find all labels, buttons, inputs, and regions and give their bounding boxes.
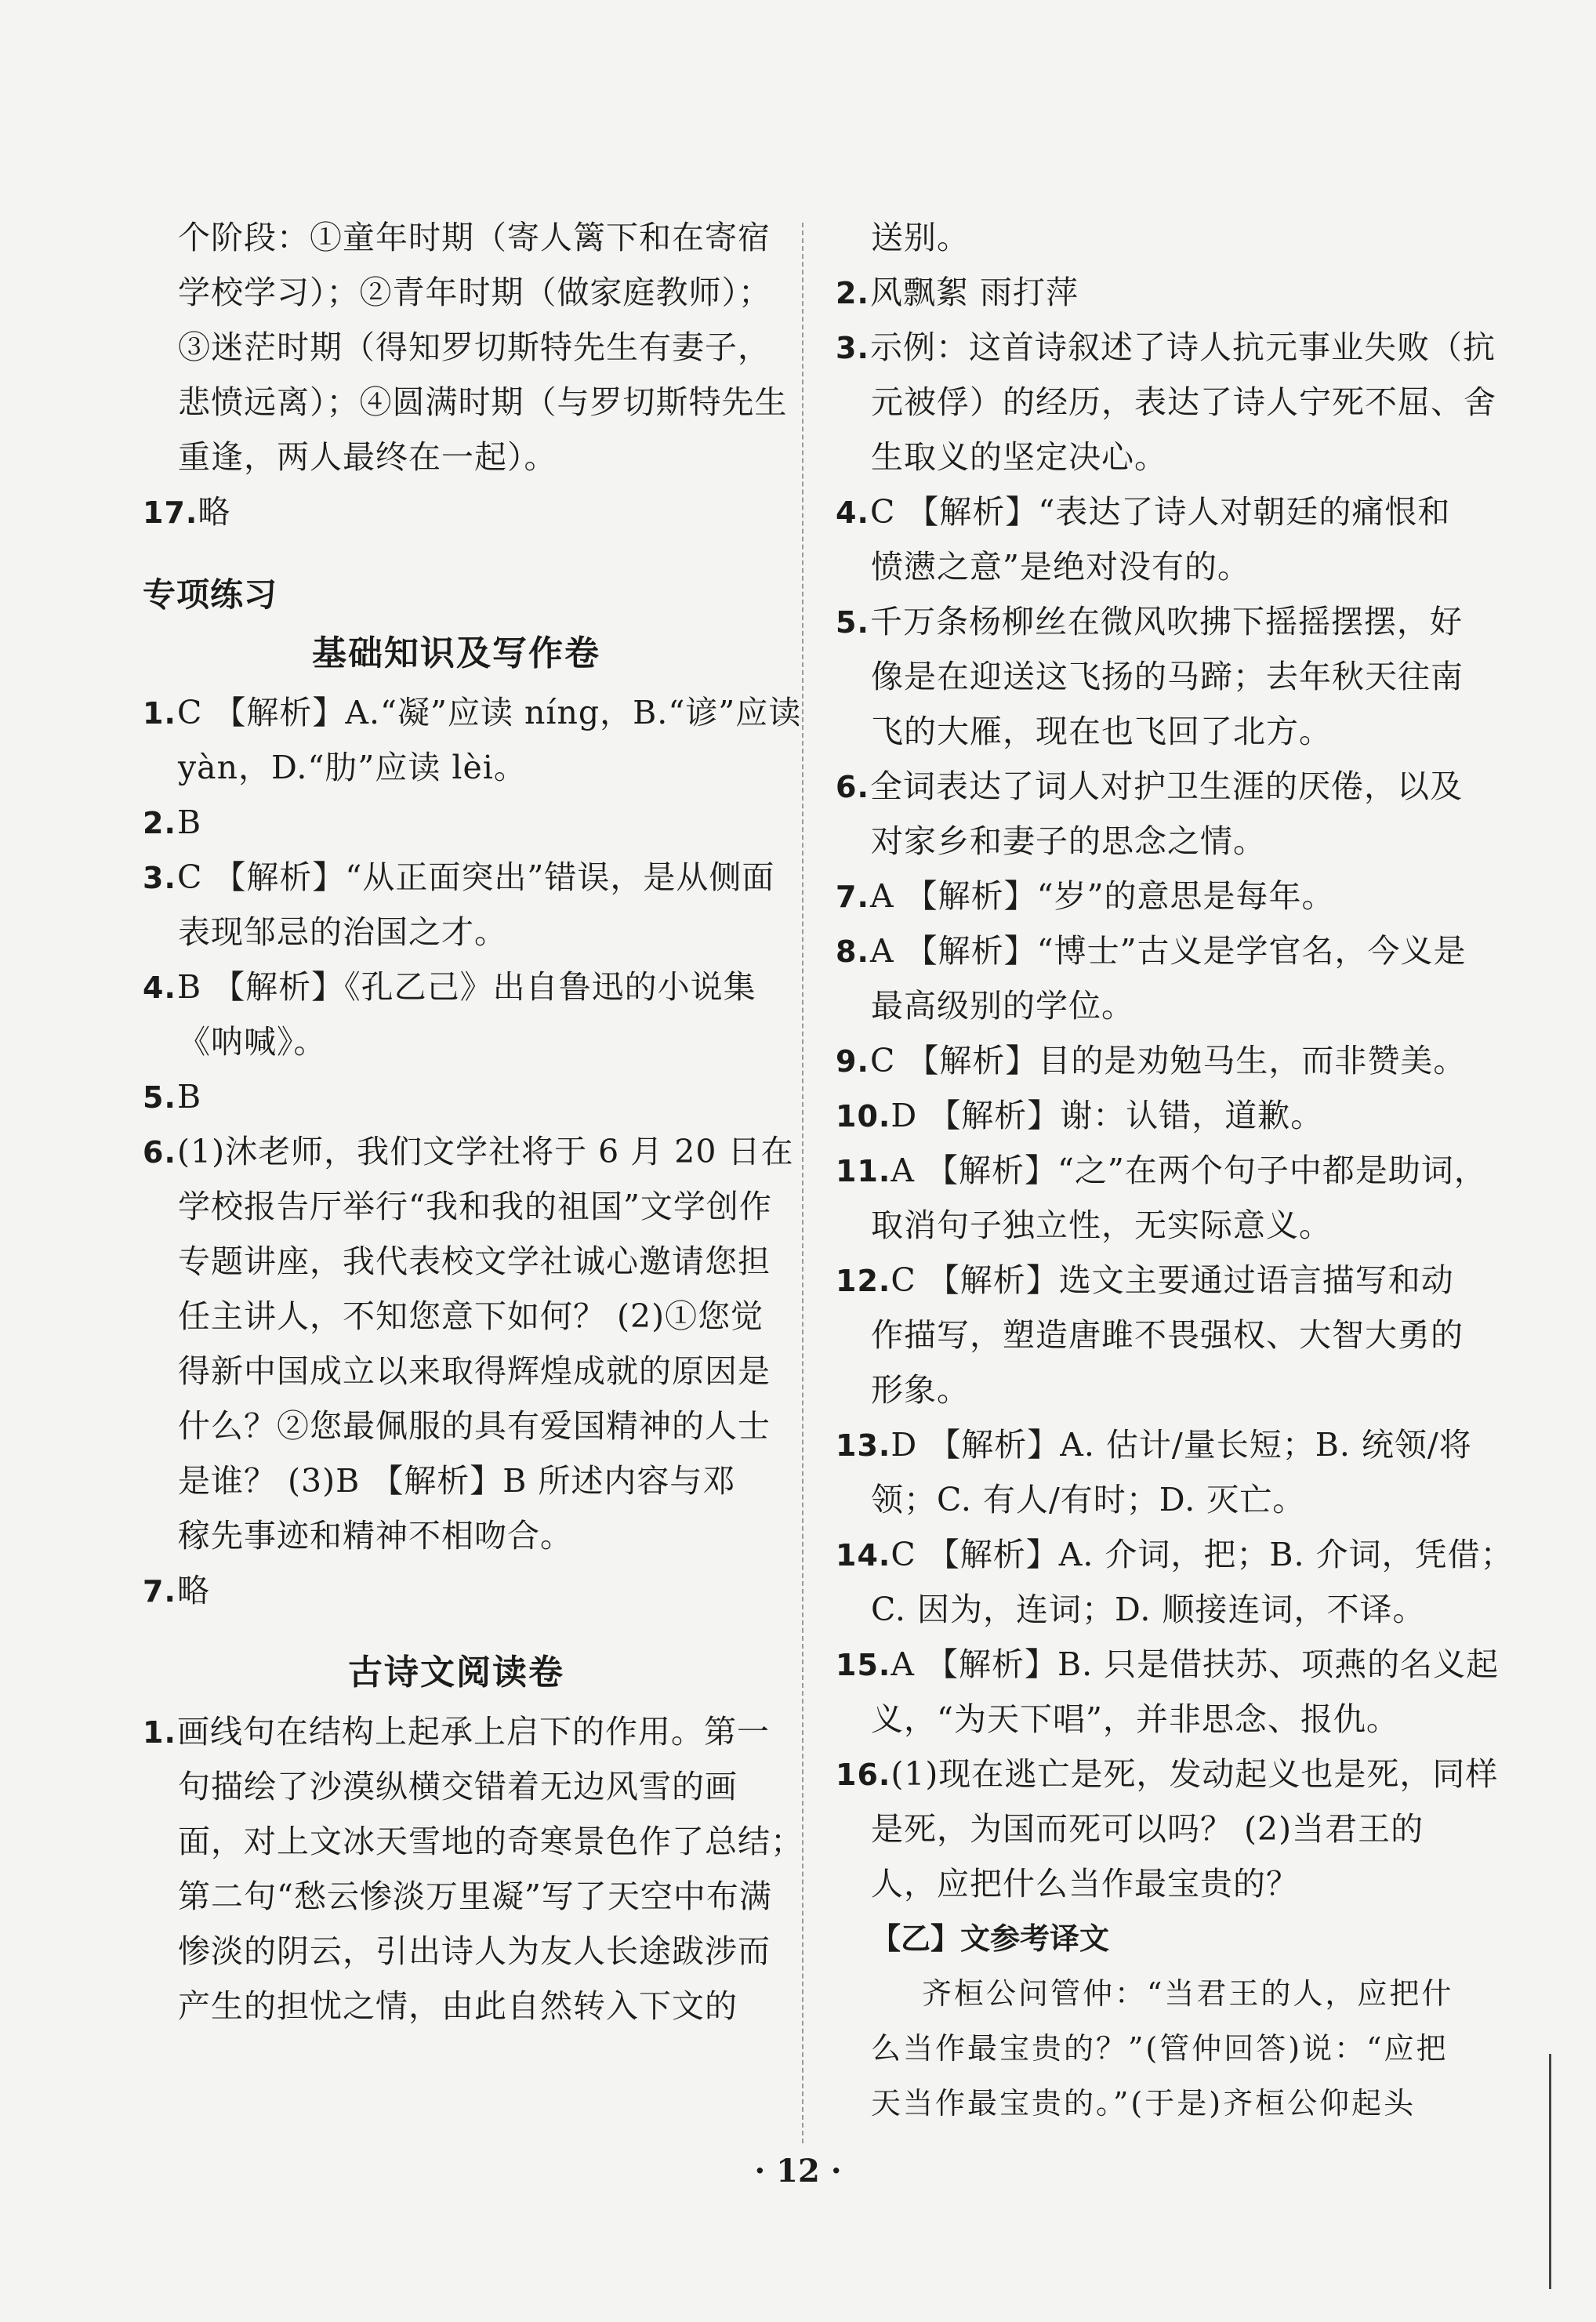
answer-line [836,978,1471,1033]
answer-line [143,795,770,850]
answer-item [143,960,770,1069]
answer-text: 元被俘）的经历，表达了诗人宁死不屈、舍 [871,383,1496,421]
answer-line [836,539,1471,594]
answer-text: A 【解析】“之”在两个句子中都是助词， [890,1152,1487,1189]
answer-item [836,1033,1471,1088]
answer-line [836,1472,1471,1527]
answer-text: 示例：这首诗叙述了诗人抗元事业失败（抗 [870,328,1496,366]
column-divider [802,223,803,2143]
section-heading: 古诗文阅读卷 [348,1653,564,1693]
answer-text: 飞的大雁，现在也飞回了北方。 [871,713,1332,750]
answer-line [836,1801,1471,1856]
answer-text: 句描绘了沙漠纵横交错着无边风雪的画 [178,1768,738,1805]
answer-item [836,1637,1500,1747]
page-edge-mark [1549,2054,1551,2289]
question-number: 10. [836,1099,891,1134]
section-heading: 基础知识及写作卷 [312,633,600,673]
question-number: 3. [143,861,176,895]
answer-line [836,759,1471,814]
answer-line [836,704,1471,759]
question-number: 8. [836,934,869,969]
question-number: 5. [836,605,869,640]
answer-line [143,1453,770,1508]
answer-line [143,1924,770,1979]
question-number: 9. [836,1044,869,1079]
continued-line: 重逢，两人最终在一起）。 [178,438,557,476]
question-number: 3. [836,331,869,365]
answer-item [836,1088,1471,1143]
answer-line [143,1179,770,1234]
answer-text: C. 因为，连词；D. 顺接连词，不译。 [871,1591,1426,1628]
answer-text: 面，对上文冰天雪地的奇寒景色作了总结； [178,1823,803,1860]
answer-text: 愤懑之意”是绝对没有的。 [871,548,1250,586]
answer-line [836,1033,1471,1088]
answer-line [836,814,1471,869]
answer-line [143,1124,794,1179]
answer-line [836,1582,1471,1637]
answer-text: 惨淡的阴云，引出诗人为友人长途跋涉而 [178,1932,771,1970]
answer-line [143,1759,770,1814]
answer-line [143,1508,770,1563]
answer-text: C 【解析】A. 介词，把；B. 介词，凭借； [890,1536,1514,1573]
page-number: · 12 · [754,2153,842,2190]
answer-item [143,795,770,850]
answer-text: (1)沐老师，我们文学社将于 6 月 20 日在 [177,1133,794,1170]
answer-text: C 【解析】“表达了诗人对朝廷的痛恨和 [870,493,1451,531]
answer-line [836,1088,1471,1143]
answer-line [836,430,1471,484]
answer-line [836,594,1471,649]
answer-item [143,1563,770,1618]
answer-item [836,869,1471,923]
answer-line [143,960,770,1014]
question-number: 4. [836,495,869,530]
answer-line [143,1344,770,1399]
question-number: 4. [143,971,176,1005]
answer-text: 形象。 [871,1371,970,1409]
answer-item [836,1417,1471,1527]
answer-line [143,1069,770,1124]
answer-line [836,265,1471,320]
answer-text: 是谁？ (3)B 【解析】B 所述内容与邓 [178,1462,736,1500]
answer-text: 全词表达了词人对护卫生涯的厌倦，以及 [870,767,1463,805]
left-column [143,210,803,2034]
answer-text: 最高级别的学位。 [871,987,1134,1025]
answer-item [836,759,1471,869]
answer-line [836,484,1471,539]
question-number: 15. [836,1648,891,1682]
answer-text: 什么？②您最佩服的具有爱国精神的人士 [178,1407,771,1445]
answer-text: D 【解析】A. 估计/量长短；B. 统领/将 [890,1426,1472,1464]
answer-line [836,1198,1471,1253]
section-label: 专项练习 [143,575,278,614]
question-number: 11. [836,1154,891,1188]
question-number: 2. [143,806,176,840]
answer-text: 第二句“愁云惨淡万里凝”写了天空中布满 [178,1878,772,1915]
answer-item [143,685,802,795]
translation-line: 天当作最宝贵的。”(于是)齐桓公仰起头 [871,2086,1416,2121]
continued-line: 送别。 [871,219,970,256]
answer-text: A 【解析】“博士”古义是学官名，今义是 [870,932,1467,970]
answer-text: yàn，D.“肋”应读 lèi。 [178,749,527,786]
question-number: 2. [836,276,869,310]
answer-line [143,685,802,740]
answer-line [143,1234,770,1289]
answer-text: B [177,804,202,841]
answer-text: 略 [198,493,231,531]
answer-text: 领；C. 有人/有时；D. 灭亡。 [871,1481,1306,1518]
answer-text: 得新中国成立以来取得辉煌成就的原因是 [178,1352,771,1390]
answer-line [143,1399,770,1453]
question-number: 16. [836,1758,891,1792]
answer-line [143,1014,770,1069]
answer-item [836,923,1471,1033]
answer-text: 略 [177,1572,210,1609]
continued-line: 个阶段：①童年时期（寄人篱下和在寄宿 [178,219,771,256]
continued-line: 悲愤远离）；④圆满时期（与罗切斯特先生 [178,383,788,421]
answer-text: 风飘絮 雨打萍 [870,274,1079,311]
answer-text: C 【解析】“从正面突出”错误，是从侧面 [177,858,775,896]
answer-line [836,649,1471,704]
answer-item [836,1143,1487,1253]
question-number: 7. [836,880,869,914]
answer-line [143,1869,770,1924]
answer-text: 学校报告厅举行“我和我的祖国”文学创作 [178,1188,772,1225]
answer-text: 稼先事迹和精神不相吻合。 [178,1517,573,1555]
answer-item [836,594,1471,759]
question-number: 6. [836,770,869,804]
answer-line [143,1814,803,1869]
answer-item [143,1069,770,1124]
question-number: 5. [143,1080,176,1115]
question-number: 1. [143,1715,176,1750]
answer-line [143,1289,770,1344]
answer-text: 千万条杨柳丝在微风吹拂下摇摇摆摆，好 [870,603,1463,640]
answer-text: 表现邹忌的治国之才。 [178,913,507,951]
answer-text: 专题讲座，我代表校文学社诚心邀请您担 [178,1243,771,1280]
answer-line [143,740,770,795]
answer-line [836,1417,1471,1472]
answer-text: C 【解析】A.“凝”应读 níng，B.“谚”应读 [177,694,802,731]
answer-item [143,484,770,539]
answer-line [143,1979,770,2034]
question-number: 14. [836,1538,891,1573]
answer-line [836,1856,1471,1911]
answer-text: D 【解析】谢：认错，道歉。 [890,1097,1324,1134]
answer-text: 是死，为国而死可以吗？ (2)当君王的 [871,1810,1424,1848]
answer-item [143,850,775,960]
answer-text: B 【解析】《孔乙己》出自鲁迅的小说集 [177,968,756,1006]
answer-text: 画线句在结构上起承上启下的作用。第一 [177,1713,770,1751]
answer-line [836,1692,1471,1747]
answer-text: 产生的担忧之情，由此自然转入下文的 [178,1987,738,2025]
question-number: 13. [836,1428,891,1463]
question-number: 1. [143,696,176,731]
answer-text: 义，“为天下唱”，并非思念、报仇。 [871,1700,1399,1738]
answer-line [143,905,770,960]
answer-item [143,1124,794,1563]
answer-item [836,320,1496,484]
answer-text: A 【解析】B. 只是借扶苏、项燕的名义起 [890,1645,1500,1683]
question-number: 6. [143,1135,176,1170]
answer-text: 生取义的坚定决心。 [871,438,1167,476]
answer-line [836,1637,1500,1692]
answer-text: 人，应把什么当作最宝贵的？ [871,1865,1299,1903]
answer-text: 《呐喊》。 [178,1023,327,1061]
answer-line [836,1527,1514,1582]
answer-line [143,850,775,905]
answer-item [836,1747,1499,1911]
continued-line: 学校学习）；②青年时期（做家庭教师）； [178,274,771,311]
answer-text: 任主讲人，不知您意下如何？ (2)①您觉 [178,1297,764,1335]
translation-line: 齐桓公问管仲：“当君王的人，应把什 [922,1976,1454,2011]
translation-title: 【乙】文参考译文 [871,1921,1110,1956]
answer-item [836,1253,1471,1417]
answer-text: C 【解析】目的是劝勉马生，而非赞美。 [870,1042,1467,1079]
answer-text: C 【解析】选文主要通过语言描写和动 [890,1261,1454,1299]
answer-text: 取消句子独立性，无实际意义。 [871,1206,1332,1244]
answer-text: (1)现在逃亡是死，发动起义也是死，同样 [890,1755,1499,1793]
answer-item [836,265,1471,320]
translation-line: 么当作最宝贵的？”(管仲回答)说：“应把 [871,2031,1449,2066]
answer-line [836,1253,1471,1308]
answer-line [836,1143,1487,1198]
answer-line [836,869,1471,923]
answer-line [836,923,1471,978]
continued-line: ③迷茫时期（得知罗切斯特先生有妻子， [178,328,771,366]
answer-text: 作描写，塑造唐雎不畏强权、大智大勇的 [871,1316,1464,1354]
answer-item [143,1704,803,2034]
question-number: 17. [143,495,198,530]
answer-text: A 【解析】“岁”的意思是每年。 [870,877,1335,915]
answer-line [836,1362,1471,1417]
question-number: 7. [143,1574,176,1609]
answer-line [836,1308,1471,1362]
answer-line [143,1563,770,1618]
answer-line [143,1704,770,1759]
question-number: 12. [836,1264,891,1298]
answer-line [836,1747,1499,1801]
answer-item [836,1527,1514,1637]
right-column [836,210,1514,2131]
answer-text: 像是在迎送这飞扬的马蹄；去年秋天往南 [871,658,1464,695]
answer-line [836,375,1496,430]
answer-text: 对家乡和妻子的思念之情。 [871,822,1266,860]
answer-item [836,484,1471,594]
answer-text: B [177,1078,202,1116]
answer-line [836,320,1496,375]
